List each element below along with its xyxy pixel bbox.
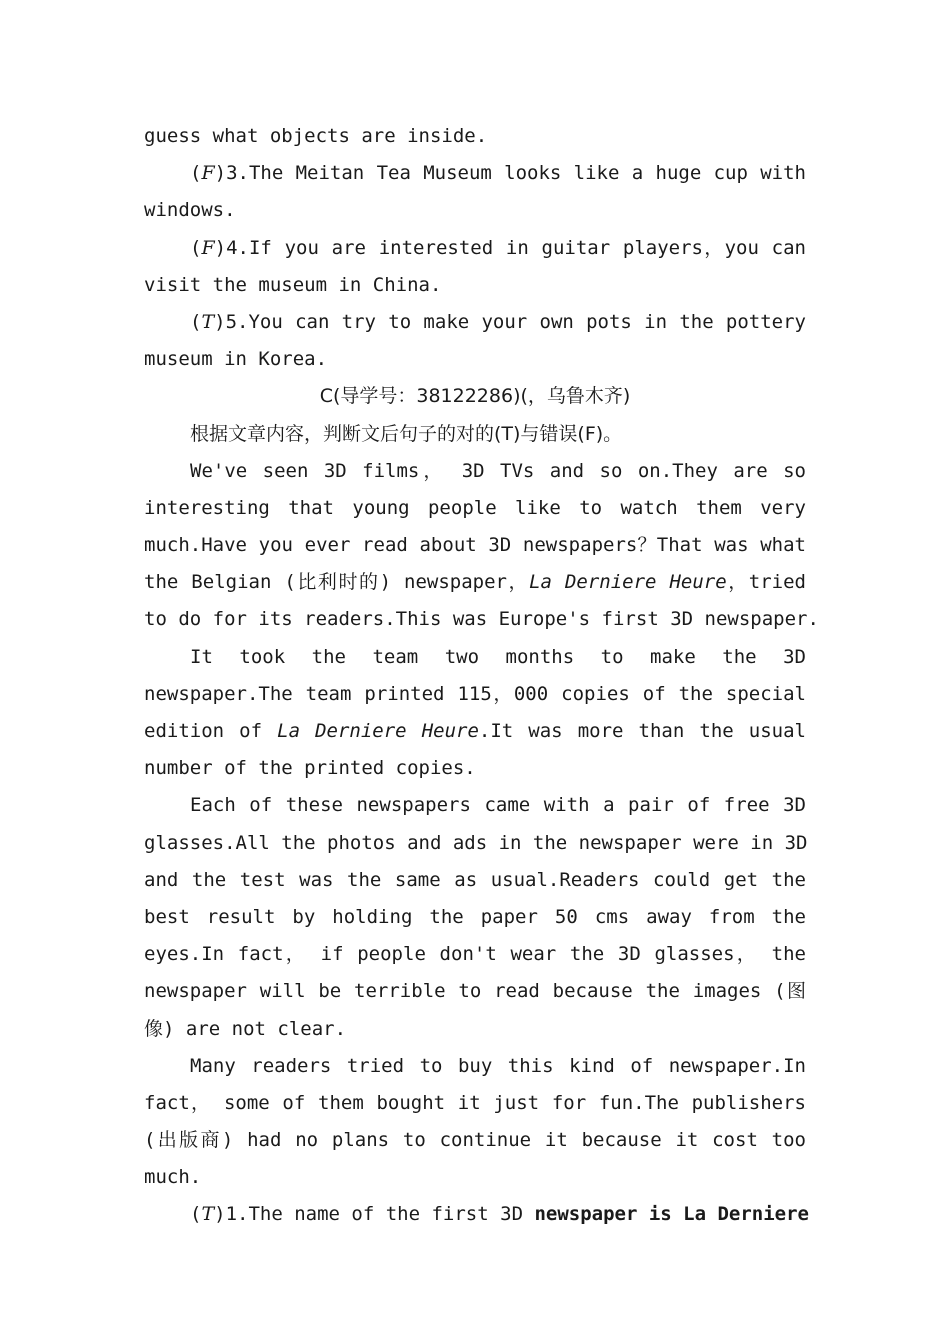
- paragraph-line: It took the team two months to make the 3D: [190, 645, 806, 668]
- paragraph-line: (出版商) had no plans to continue it because it cost too: [144, 1129, 806, 1152]
- question-4: (F)4.If you are interested in guitar players，you can: [190, 236, 806, 259]
- paragraph-line: fact， some of them bought it just for fun.The publishers: [144, 1091, 806, 1114]
- paragraph-line: interesting that young people like to watch them very: [144, 496, 806, 519]
- newspaper-title: La Derniere Heure: [277, 720, 479, 742]
- question-5: (T)5.You can try to make your own pots in the pottery: [190, 310, 806, 333]
- paragraph-line: Each of these newspapers came with a pair of free 3D: [190, 794, 806, 817]
- paragraph-line: newspaper will be terrible to read because the images (图: [144, 980, 806, 1003]
- answer-mark: T: [201, 1203, 215, 1226]
- paragraph-line: newspaper.The team printed 115，000 copies of the special: [144, 682, 806, 705]
- question-1: (T)1.The name of the first 3D newspaper is La Derniere: [190, 1203, 809, 1226]
- answer-mark: T: [201, 310, 215, 333]
- newspaper-title: La Derniere Heure: [529, 571, 727, 594]
- paragraph-line: edition of La Derniere Heure.It was more than the usual: [144, 720, 806, 742]
- paragraph-line: Many readers tried to buy this kind of newspaper.In: [190, 1054, 806, 1077]
- text-line: museum in Korea.: [144, 348, 328, 371]
- text-line: guess what objects are inside.: [144, 125, 488, 147]
- paragraph-line: much.: [144, 1166, 202, 1189]
- paragraph-line: We've seen 3D films， 3D TVs and so on.They are so: [190, 459, 806, 482]
- paragraph-line: eyes.In fact， if people don't wear the 3D glasses， the: [144, 943, 806, 966]
- text-line: visit the museum in China.: [144, 273, 442, 296]
- paragraph-line: and the test was the same as usual.Readers could get the: [144, 868, 806, 891]
- paragraph-line: glasses.All the photos and ads in the newspaper were in 3D: [144, 831, 808, 854]
- paragraph-line: best result by holding the paper 50 cms away from the: [144, 905, 806, 928]
- document-page: [144, 118, 819, 1234]
- answer-mark: F: [201, 236, 215, 259]
- text-line: windows.: [144, 199, 236, 222]
- paragraph-line: 像) are not clear.: [144, 1017, 347, 1040]
- question-3: (F)3.The Meitan Tea Museum looks like a huge cup with: [190, 162, 806, 185]
- paragraph-line: much.Have you ever read about 3D newspapers？That was what: [144, 534, 806, 557]
- paragraph-line: number of the printed copies.: [144, 757, 476, 780]
- answer-mark: F: [201, 162, 215, 185]
- paragraph-line: the Belgian (比利时的) newspaper，La Derniere Heure，tried: [144, 571, 806, 594]
- instruction: 根据文章内容，判断文后句子的对的(T)与错误(F)。: [190, 422, 623, 445]
- section-heading: C(导学号：38122286)(，乌鲁木齐): [319, 385, 631, 408]
- paragraph-line: to do for its readers.This was Europe's first 3D newspaper.: [144, 608, 819, 631]
